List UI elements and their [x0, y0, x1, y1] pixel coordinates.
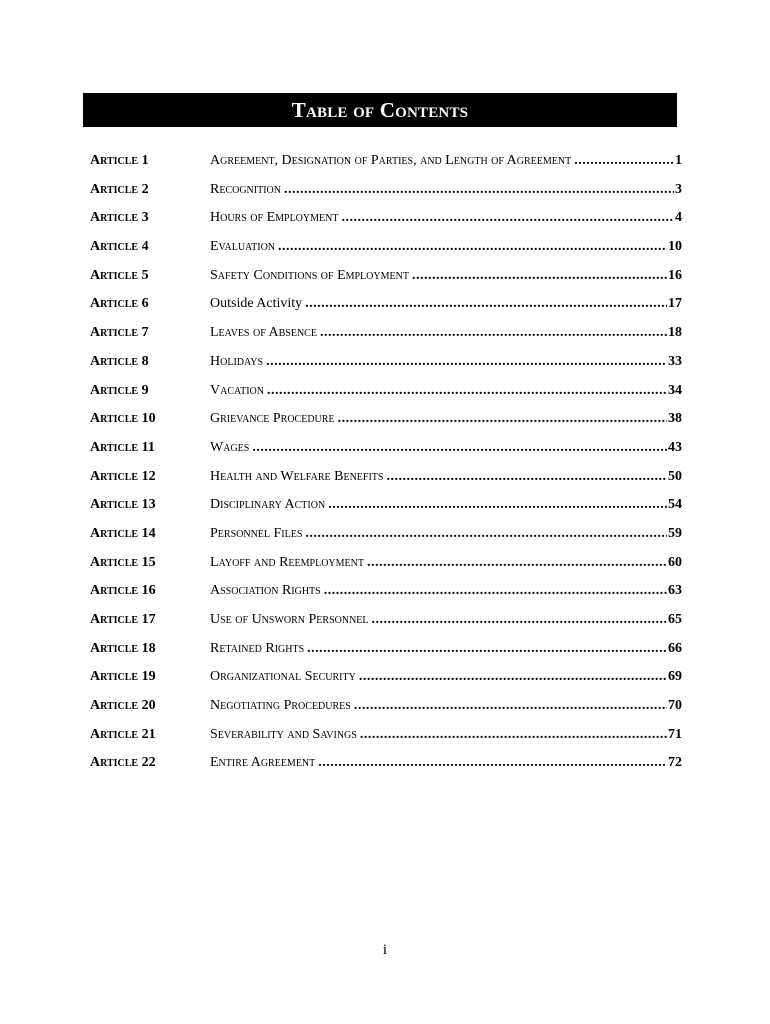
article-number: Article 2	[90, 181, 149, 197]
page-number: 3	[675, 181, 682, 197]
toc-entry	[210, 153, 682, 169]
dot-leader	[574, 153, 674, 169]
entry-title: Use of Unsworn Personnel	[210, 612, 369, 627]
dot-leader	[284, 182, 674, 198]
dot-leader	[266, 354, 667, 370]
dot-leader	[267, 383, 667, 399]
page-title: Table of Contents	[291, 97, 469, 122]
dot-leader	[318, 755, 667, 771]
toc-entry	[210, 469, 682, 485]
toc-entry	[210, 612, 682, 628]
entry-title: Holidays	[210, 353, 264, 369]
toc-row[interactable]	[90, 669, 682, 698]
article-number: Article 6	[90, 296, 149, 312]
toc-row[interactable]	[90, 727, 682, 756]
page-number: 66	[668, 640, 682, 656]
article-number: Article 22	[90, 755, 156, 771]
page-number: 63	[668, 583, 682, 599]
page-number: 65	[668, 612, 682, 627]
article-number: Article 19	[90, 669, 156, 685]
toc-entry	[210, 641, 682, 657]
dot-leader	[307, 641, 667, 657]
article-number: Article 10	[90, 411, 156, 427]
article-number: Article 16	[90, 583, 156, 599]
dot-leader	[359, 669, 667, 685]
dot-leader	[367, 555, 667, 571]
toc-entry	[210, 440, 682, 456]
toc-row[interactable]	[90, 153, 682, 182]
dot-leader	[412, 268, 667, 284]
entry-title: Retained Rights	[210, 640, 305, 656]
page-number: 69	[668, 669, 682, 685]
page-number: 72	[668, 755, 682, 771]
dot-leader	[305, 526, 667, 542]
page-number: 60	[668, 554, 682, 570]
article-number: Article 8	[90, 353, 149, 369]
toc-row[interactable]	[90, 182, 682, 211]
toc-row[interactable]	[90, 296, 682, 325]
toc-row[interactable]	[90, 641, 682, 670]
entry-title: Wages	[210, 439, 250, 455]
table-of-contents	[90, 153, 682, 784]
entry-title: Disciplinary Action	[210, 497, 326, 513]
toc-row[interactable]	[90, 210, 682, 239]
page-number: 70	[668, 698, 682, 714]
entry-title: Grievance Procedure	[210, 411, 335, 427]
toc-row[interactable]	[90, 497, 682, 526]
toc-row[interactable]	[90, 411, 682, 440]
entry-title: Personnel Files	[210, 525, 303, 541]
entry-title: Agreement, Designation of Parties, and Length of Agreement	[210, 153, 572, 168]
entry-title: Recognition	[210, 181, 281, 197]
toc-entry	[210, 296, 682, 312]
page-number: 71	[668, 726, 682, 742]
article-number: Article 20	[90, 698, 156, 714]
article-number: Article 21	[90, 726, 156, 742]
article-number: Article 1	[90, 153, 149, 168]
toc-entry	[210, 755, 682, 771]
page-number: 43	[668, 439, 682, 455]
toc-row[interactable]	[90, 325, 682, 354]
article-number: Article 5	[90, 267, 149, 283]
toc-row[interactable]	[90, 698, 682, 727]
dot-leader	[360, 727, 667, 743]
toc-entry	[210, 210, 682, 226]
entry-title: Severability and Savings	[210, 726, 357, 742]
page-number: 1	[675, 153, 682, 168]
dot-leader	[338, 411, 667, 427]
page-number: 54	[668, 497, 682, 513]
toc-row[interactable]	[90, 354, 682, 383]
toc-row[interactable]	[90, 555, 682, 584]
article-number: Article 14	[90, 525, 156, 541]
toc-row[interactable]	[90, 440, 682, 469]
dot-leader	[328, 497, 667, 513]
toc-entry	[210, 325, 682, 341]
article-number: Article 17	[90, 612, 156, 627]
toc-row[interactable]	[90, 383, 682, 412]
entry-title: Outside Activity	[210, 296, 303, 312]
entry-title: Association Rights	[210, 583, 321, 599]
entry-title: Vacation	[210, 382, 264, 398]
toc-row[interactable]	[90, 469, 682, 498]
toc-entry	[210, 383, 682, 399]
article-number: Article 18	[90, 640, 156, 656]
toc-entry	[210, 583, 682, 599]
toc-entry	[210, 497, 682, 513]
dot-leader	[320, 325, 667, 341]
toc-entry	[210, 354, 682, 370]
article-number: Article 15	[90, 554, 156, 570]
article-number: Article 12	[90, 468, 156, 484]
toc-entry	[210, 268, 682, 284]
dot-leader	[386, 469, 667, 485]
page-number: 17	[668, 296, 682, 312]
article-number: Article 4	[90, 239, 149, 255]
toc-entry	[210, 182, 682, 198]
entry-title: Evaluation	[210, 239, 276, 255]
toc-entry	[210, 727, 682, 743]
footer-page-number: i	[382, 942, 388, 958]
page-number: 16	[668, 267, 682, 283]
dot-leader	[354, 698, 667, 714]
article-number: Article 9	[90, 382, 149, 398]
article-number: Article 3	[90, 210, 149, 226]
page-number: 38	[668, 411, 682, 427]
article-number: Article 11	[90, 439, 155, 455]
entry-title: Organizational Security	[210, 669, 356, 685]
page-number: 50	[668, 468, 682, 484]
toc-row[interactable]	[90, 239, 682, 268]
entry-title: Negotiating Procedures	[210, 698, 351, 714]
entry-title: Entire Agreement	[210, 755, 316, 771]
entry-title: Hours of Employment	[210, 210, 339, 226]
page-number: 33	[668, 353, 682, 369]
entry-title: Leaves of Absence	[210, 325, 317, 341]
entry-title: Layoff and Reemployment	[210, 554, 364, 570]
page-number: 34	[668, 382, 682, 398]
toc-row[interactable]	[90, 755, 682, 784]
toc-entry	[210, 526, 682, 542]
dot-leader	[252, 440, 667, 456]
dot-leader	[305, 296, 667, 312]
toc-entry	[210, 555, 682, 571]
toc-row[interactable]	[90, 583, 682, 612]
toc-entry	[210, 698, 682, 714]
page-number: 59	[668, 525, 682, 541]
toc-row[interactable]	[90, 612, 682, 641]
page-number: 18	[668, 325, 682, 341]
entry-title: Safety Conditions of Employment	[210, 267, 409, 283]
article-number: Article 13	[90, 497, 156, 513]
page-number: 4	[675, 210, 682, 226]
toc-row[interactable]	[90, 526, 682, 555]
toc-row[interactable]	[90, 268, 682, 297]
dot-leader	[324, 583, 667, 599]
toc-entry	[210, 239, 682, 255]
entry-title: Health and Welfare Benefits	[210, 468, 384, 484]
toc-entry	[210, 669, 682, 685]
toc-entry	[210, 411, 682, 427]
dot-leader	[341, 210, 674, 226]
toc-title-bar	[83, 93, 677, 127]
page-number: 10	[668, 239, 682, 255]
dot-leader	[278, 239, 667, 255]
article-number: Article 7	[90, 325, 149, 341]
dot-leader	[372, 612, 667, 628]
